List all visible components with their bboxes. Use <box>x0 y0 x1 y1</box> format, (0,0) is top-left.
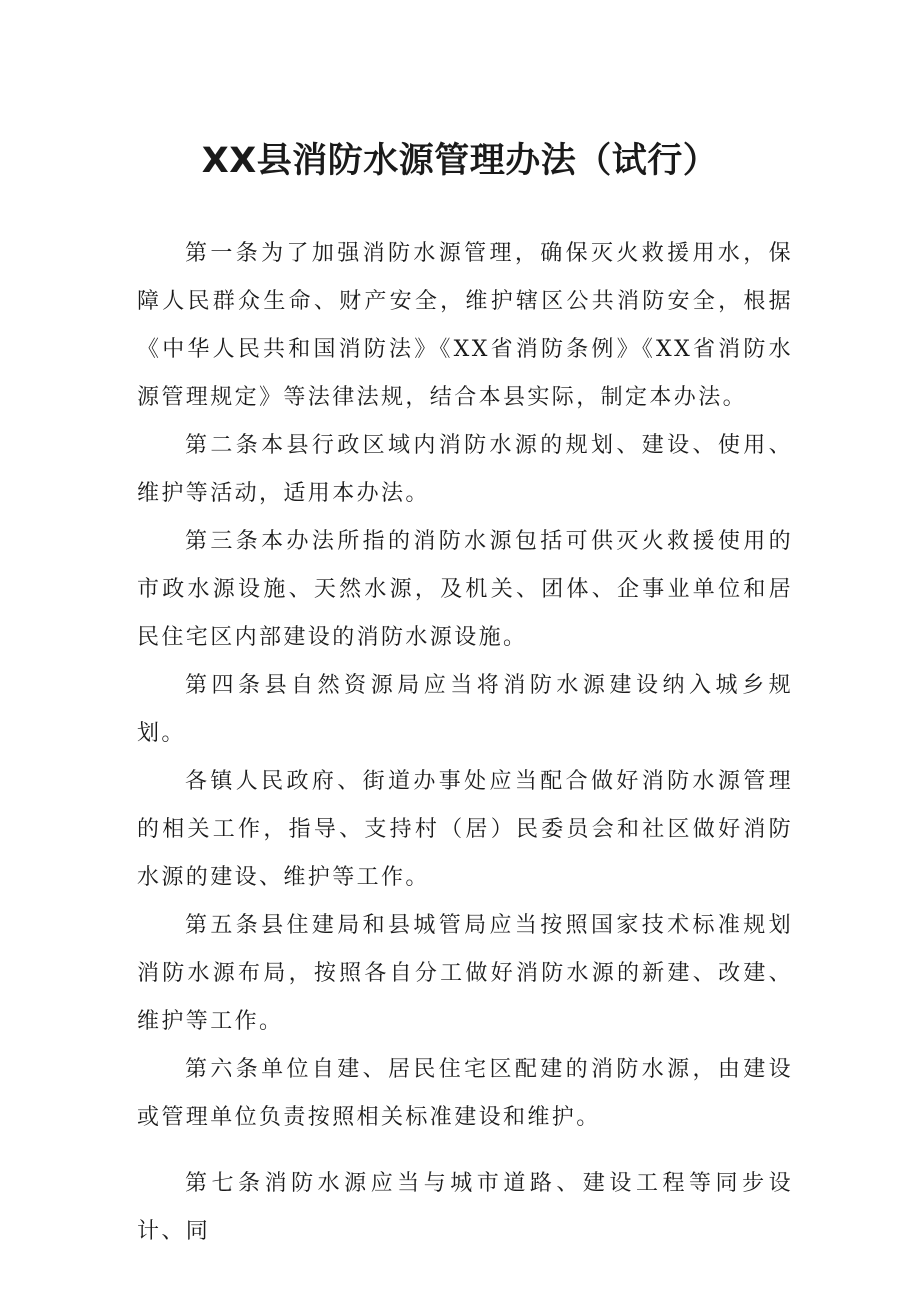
paragraph-article-1: 第一条为了加强消防水源管理，确保灭火救援用水，保障人民群众生命、财产安全，维护辖区公共消防安全，根据《中华人民共和国消防法》《XX省消防条例》《XX省消防水源管理规定》等法律法规，结合本县实际，制定本办法。 <box>137 241 793 410</box>
document-title: XX县消防水源管理办法（试行） <box>201 141 719 181</box>
paragraph-article-4: 第四条县自然资源局应当将消防水源建设纳入城乡规划。 <box>137 673 793 746</box>
document-body <box>137 230 793 1256</box>
paragraph-article-5: 第五条县住建局和县城管局应当按照国家技术标准规划消防水源布局，按照各自分工做好消防水源的新建、改建、维护等工作。 <box>137 913 793 1034</box>
paragraph-article-2: 第二条本县行政区域内消防水源的规划、建设、使用、维护等活动，适用本办法。 <box>137 433 793 506</box>
paragraph-article-4-continued: 各镇人民政府、街道办事处应当配合做好消防水源管理的相关工作，指导、支持村（居）民委员会和社区做好消防水源的建设、维护等工作。 <box>137 769 793 890</box>
paragraph-article-3: 第三条本办法所指的消防水源包括可供灭火救援使用的市政水源设施、天然水源，及机关、团体、企事业单位和居民住宅区内部建设的消防水源设施。 <box>137 529 793 650</box>
paragraph-article-7: 第七条消防水源应当与城市道路、建设工程等同步设计、同 <box>137 1171 793 1244</box>
paragraph-article-6: 第六条单位自建、居民住宅区配建的消防水源，由建设或管理单位负责按照相关标准建设和维护。 <box>137 1057 793 1130</box>
